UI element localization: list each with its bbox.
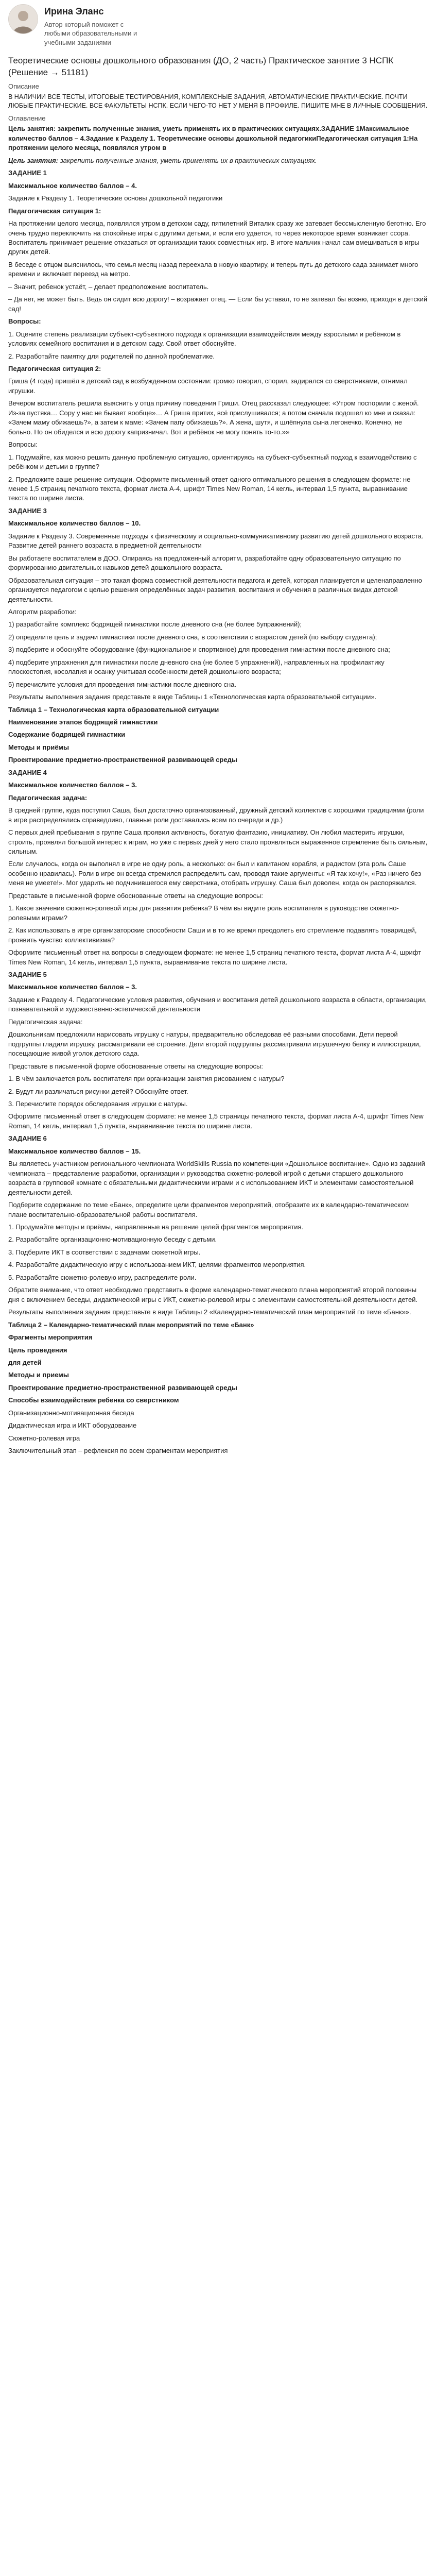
task3-row2: Содержание бодрящей гимнастики [8, 731, 126, 739]
task3-a1: 1) разработайте комплекс бодрящей гимнастики после дневного сна (не более 5упражнений); [8, 620, 302, 629]
task4-situation-title: Педагогическая задача: [8, 793, 88, 802]
task6-s2: 2. Разработайте организационно-мотивационную беседу с детьми. [8, 1235, 217, 1244]
task1-p6: Вечером воспитатель решила выяснить у отца причину поведения Гриши. Отец рассказал следующее: «Утром поспорили с женой. Из-за пустяка… Сору у нас не бывает вообще»… А Гриша притих, всё прислушивался; а потом сначала подошел ко мне и сказал: «Зачем маму обижаешь?», а затем к маме: «Зачем папу обижаешь?». А жена, шутя, и шлёпнула сына легонечко. Конечно, не больно. Но он обиделся и всю дорогу капризничал. Вот и ребёнок не могу понять то-то.»» [8, 399, 419, 436]
task6-s1: 1. Продумайте методы и приёмы, направленные на решение целей фрагментов мероприятия. [8, 1223, 304, 1231]
task1-max: Максимальное количество баллов – 4. [8, 181, 137, 190]
task5-q2: 2. Будут ли различаться рисунки детей? Обоснуйте ответ. [8, 1087, 188, 1095]
task5-q1: 1. В чём заключается роль воспитателя при организации занятия рисованием с натуры? [8, 1075, 285, 1083]
task6-row3: для детей [8, 1358, 42, 1366]
task1-situation2-title: Педагогическая ситуация 2: [8, 364, 101, 372]
task1-p3: – Значит, ребенок устаёт, – делает предположение воспитатель. [8, 282, 209, 291]
task3-table-title: Таблица 1 – Технологическая карта образовательной ситуации [8, 705, 219, 714]
task1-questions-title: Вопросы: [8, 317, 41, 326]
task1-section: Задание к Разделу 1. Теоретические основы дошкольной педагогики [8, 194, 223, 202]
task1-title: ЗАДАНИЕ 1 [8, 169, 47, 177]
task4-p2: С первых дней пребывания в группе Саша проявил активность, богатую фантазию, инициативу. Он любил мастерить игрушки, строить, проявлял большой интерес к играм, но уже с первых дней у него стало проявляться выраженное стремление быть сильным, сильным. [8, 828, 428, 856]
task4-max: Максимальное количество баллов – 3. [8, 781, 137, 789]
task1-p5: Гриша (4 года) пришёл в детский сад в возбужденном состоянии: громко говорил, спорил, задирался со сверстниками, отнимал игрушки. [8, 377, 408, 395]
task5-p1: Задание к Разделу 4. Педагогические условия развития, обучения и воспитания детей дошкольного возраста в области, организации, познавательной и художественно-эстетической деятельности [8, 995, 427, 1013]
task3-row4: Проектирование предметно-пространственной развивающей среды [8, 756, 237, 764]
task3-p2: Вы работаете воспитателем в ДОО. Опираясь на предложенный алгоритм, разработайте одну образовательную ситуацию по формированию двигательных навыков детей дошкольного возраста. [8, 554, 401, 572]
goal-label: Цель занятия: [8, 156, 59, 164]
task4-p5: Оформите письменный ответ на вопросы в следующем формате: не менее 1,5 страниц печатного текста, формат листа А-4, шрифт Times New Roman, 14 кегль, интервал 1,5 пункта, выравнивание текста по ширине листа. [8, 948, 422, 966]
task6-row4: Методы и приемы [8, 1371, 69, 1379]
task1-q4: 2. Предложите ваше решение ситуации. Оформите письменный ответ одного оптимального решения в следующем формате: не менее 1,5 страниц печатного текста, формат листа А-4, шрифт Times New Roman, 14 кегль, интервал 1,5 пункта, выравнивание текста по ширине листа. [8, 475, 411, 502]
task1-q3: 1. Подумайте, как можно решить данную проблемную ситуацию, ориентируясь на субъект-субъектный подход к взаимодействию с ребёнком и детьми в группе? [8, 453, 417, 471]
task5-max: Максимальное количество баллов – 3. [8, 983, 137, 991]
task6-row2: Цель проведения [8, 1346, 67, 1354]
task3-row1: Наименование этапов бодрящей гимнастики [8, 718, 158, 726]
task5-q3: 3. Перечислите порядок обследования игрушки с натуры. [8, 1099, 188, 1108]
document-title: Теоретические основы дошкольного образования (ДО, 2 часть) Практическое занятие 3 НСПК (Решение → 51181) [8, 56, 394, 78]
task1-q2: 2. Разработайте памятку для родителей по данной проблематике. [8, 352, 215, 360]
task6-max: Максимальное количество баллов – 15. [8, 1147, 141, 1155]
task6-s4: 4. Разработайте дидактическую игру с использованием ИКТ, целями фрагментов мероприятия. [8, 1261, 306, 1269]
avatar-photo-icon [9, 5, 38, 33]
task3-p1: Задание к Разделу 3. Современные подходы к физическому и социально-коммуникативному развитию детей дошкольного возраста. Развитие детей раннего возраста в предметной деятельности [8, 532, 424, 550]
task6-title: ЗАДАНИЕ 6 [8, 1134, 47, 1143]
task5-p4: Оформите письменный ответ в следующем формате: не менее 1,5 страницы печатного текста, формат листа А-4, шрифт Times New Roman, 14 кегль, интервал 1,5 пункта, выравнивание текста по ширине листа. [8, 1112, 424, 1130]
task6-row7: Организационно-мотивационная беседа [8, 1409, 134, 1417]
description-label: Описание [8, 82, 39, 91]
task3-a4: 4) подберите упражнения для гимнастики после дневного сна (не более 5 упражнений), направленных на профилактику плоскостопия, косолапия и осанку учитывая особенности детей дошкольного возраста; [8, 658, 385, 676]
task6-row9: Сюжетно-ролевая игра [8, 1434, 80, 1442]
description-text: В НАЛИЧИИ ВСЕ ТЕСТЫ, ИТОГОВЫЕ ТЕСТИРОВАНИЯ, КОМПЛЕКСНЫЕ ЗАДАНИЯ, АВТОМАТИЧЕСКИЕ ПРАКТИЧЕСКИЕ. ПОЧТИ ЛЮБЫЕ ПРАКТИЧЕСКИЕ. ВСЕ ФАКУЛЬТЕТЫ НСПК. ЕСЛИ ЧЕГО-ТО НЕТ У МЕНЯ В ПРОФИЛЕ. ПИШИТЕ МНЕ В ЛИЧНЫЕ СООБЩЕНИЯ. [8, 93, 428, 110]
task5-title: ЗАДАНИЕ 5 [8, 971, 47, 978]
task4-p1: В средней группе, куда поступил Саша, был достаточно организованный, дружный детский коллектив с хорошими традициями (роли в игре распределялись справедливо, главные роли доставались всем по очереди и др.) [8, 806, 424, 824]
author-description: Автор который поможет с любыми образовательными и учебными заданиями [44, 20, 137, 46]
task5-p3: Представьте в письменной форме обоснованные ответы на следующие вопросы: [8, 1062, 263, 1070]
task6-p4: Результаты выполнения задания представьте в виде Таблицы 2 «Календарно-тематический план мероприятий по теме «Банк»». [8, 1308, 411, 1316]
toc-preview: Цель занятия: закрепить полученные знания, уметь применять их в практических ситуациях.ЗАДАНИЕ 1Максимальное количество баллов – 4.Задание к Разделу 1. Теоретические основы дошкольной педагогикиПедагогическая ситуация 1:На протяжении целого месяца, появлялся утром в [8, 125, 418, 152]
task5-p2: Дошкольникам предложили нарисовать игрушку с натуры, предварительно обследовав её разными способами. Дети первой подгруппы гладили игрушку, рассматривали её строение. Дети второй подгруппы рассматривали игрушечную белку и иллюстрации, посещающие живой уголок детского сада. [8, 1030, 421, 1058]
task3-max: Максимальное количество баллов – 10. [8, 519, 141, 528]
task1-p4: – Да нет, не может быть. Ведь он сидит всю дорогу! – возражает отец. — Если бы уставал, то не затевал бы возню, приходя в детский сад! [8, 295, 428, 313]
task3-p4: Результаты выполнения задания представьте в виде Таблицы 1 «Технологическая карта образовательной ситуации». [8, 693, 377, 701]
task3-p3: Образовательная ситуация – это такая форма совместной деятельности педагога и детей, которая планируется и целенаправленно организуется педагогом с целью решения определённых задач развития, воспитания и обучения в различных видах детской деятельности. [8, 576, 422, 603]
task3-algorithm-title: Алгоритм разработки: [8, 607, 77, 616]
task3-a5: 5) перечислите условия для проведения гимнастики после дневного сна. [8, 680, 237, 688]
task4-p3: Если случалось, когда он выполнял в игре не одну роль, а несколько: он был и капитаном корабля, и радистом (эта роль Саше особенно нравилась). Роли в игре он всегда стремился распределить сам, проводя такие аргументы: «Я так хочу!», «Раз ничего без меня не умеете!». Мог ударить не подчинившегося ему сверстника, отобрать игрушку. Саша был доволен, когда он распоряжался. [8, 860, 421, 887]
task3-a2: 2) определите цель и задачи гимнастики после дневного сна, в соответствии с возрастом детей (по выбору студента); [8, 633, 377, 641]
task1-p2: В беседе с отцом выяснилось, что семья месяц назад переехала в новую квартиру, и теперь путь до детского сада занимает много времени и включает переезд на метро. [8, 260, 418, 278]
task1-p1: На протяжении целого месяца, появлялся утром в детском саду, пятилетний Виталик сразу же затевает бессмысленную беготню. Его очень трудно переключить на спокойные игры с другими детьми, и если его удается, то через некоторое время возникает ссора. Воспитатель принимает решение отказаться от организации таких совместных игр. В итоге мальчик начал сам вмешиваться в игры других детей. [8, 219, 426, 256]
author-block [8, 4, 428, 47]
task1-questions2-title: Вопросы: [8, 440, 38, 449]
task4-p4: Представьте в письменной форме обоснованные ответы на следующие вопросы: [8, 891, 263, 900]
toc-label: Оглавление [8, 114, 46, 123]
author-avatar[interactable] [8, 4, 38, 34]
task4-q1: 1. Какое значение сюжетно-ролевой игры для развития ребенка? В чём вы видите роль воспитателя в руководстве сюжетно-ролевыми играми? [8, 904, 399, 922]
task6-row1: Фрагменты мероприятия [8, 1333, 93, 1342]
task6-table-title: Таблица 2 – Календарно-тематический план мероприятий по теме «Банк» [8, 1320, 254, 1329]
author-info [44, 4, 142, 47]
task3-row3: Методы и приёмы [8, 743, 69, 751]
task6-s5: 5. Разработайте сюжетно-ролевую игру, распределите роли. [8, 1273, 197, 1281]
task4-title: ЗАДАНИЕ 4 [8, 768, 47, 776]
goal-paragraph [8, 156, 428, 165]
goal-text: закрепить полученные знания, уметь применять их в практических ситуациях. [60, 156, 317, 164]
task4-q2: 2. Как использовать в игре организаторские способности Саши и в то же время преодолеть его стремление подавлять товарищей, проявить чувство коллективизма? [8, 926, 417, 944]
task6-row6: Способы взаимодействия ребенка со сверстником [8, 1396, 179, 1404]
task6-s3: 3. Подберите ИКТ в соответствии с задачами сюжетной игры. [8, 1248, 201, 1256]
task6-p2: Подберите содержание по теме «Банк», определите цели фрагментов мероприятий, отобразите их в календарно-тематическом плане воспитательно-образовательной работы воспитателя. [8, 1201, 409, 1218]
task6-row10: Заключительный этап – рефлексия по всем фрагментам мероприятия [8, 1447, 228, 1455]
task6-row5: Проектирование предметно-пространственной развивающей среды [8, 1383, 237, 1392]
task6-row8: Дидактическая игра и ИКТ оборудование [8, 1421, 137, 1430]
author-name[interactable]: Ирина Эланс [44, 6, 104, 16]
task3-a3: 3) подберите и обоснуйте оборудование (функциональное и спортивное) для проведения гимнастики после дневного сна; [8, 646, 390, 654]
task3-title: ЗАДАНИЕ 3 [8, 506, 47, 515]
task1-situation-title: Педагогическая ситуация 1: [8, 207, 101, 215]
task6-p3: Обратите внимание, что ответ необходимо представить в форме календарно-тематического плана мероприятий второй половины дня с включением беседы, дидактической игры с ИКТ, сюжетно-ролевой игры с элементами самостоятельной деятельности детей. [8, 1286, 418, 1303]
task6-p1: Вы являетесь участником регионального чемпионата WorldSkills Russia по компетенции «Дошкольное воспитание». Одно из заданий чемпионата – представление разработки, организации и руководства сюжетно-ролевой игрой с детьми старшего дошкольного возраста в групповой комнате с обязательными дидактическими играми и с использованием ИКТ и элементами самостоятельной деятельности детей. [8, 1160, 425, 1196]
task1-q1: 1. Оцените степень реализации субъект-субъектного подхода к организации взаимодействия между взрослыми и ребёнком в условиях семейного воспитания и в детском саду. Свой ответ обоснуйте. [8, 330, 401, 348]
task5-situation-title: Педагогическая задача: [8, 1018, 83, 1026]
